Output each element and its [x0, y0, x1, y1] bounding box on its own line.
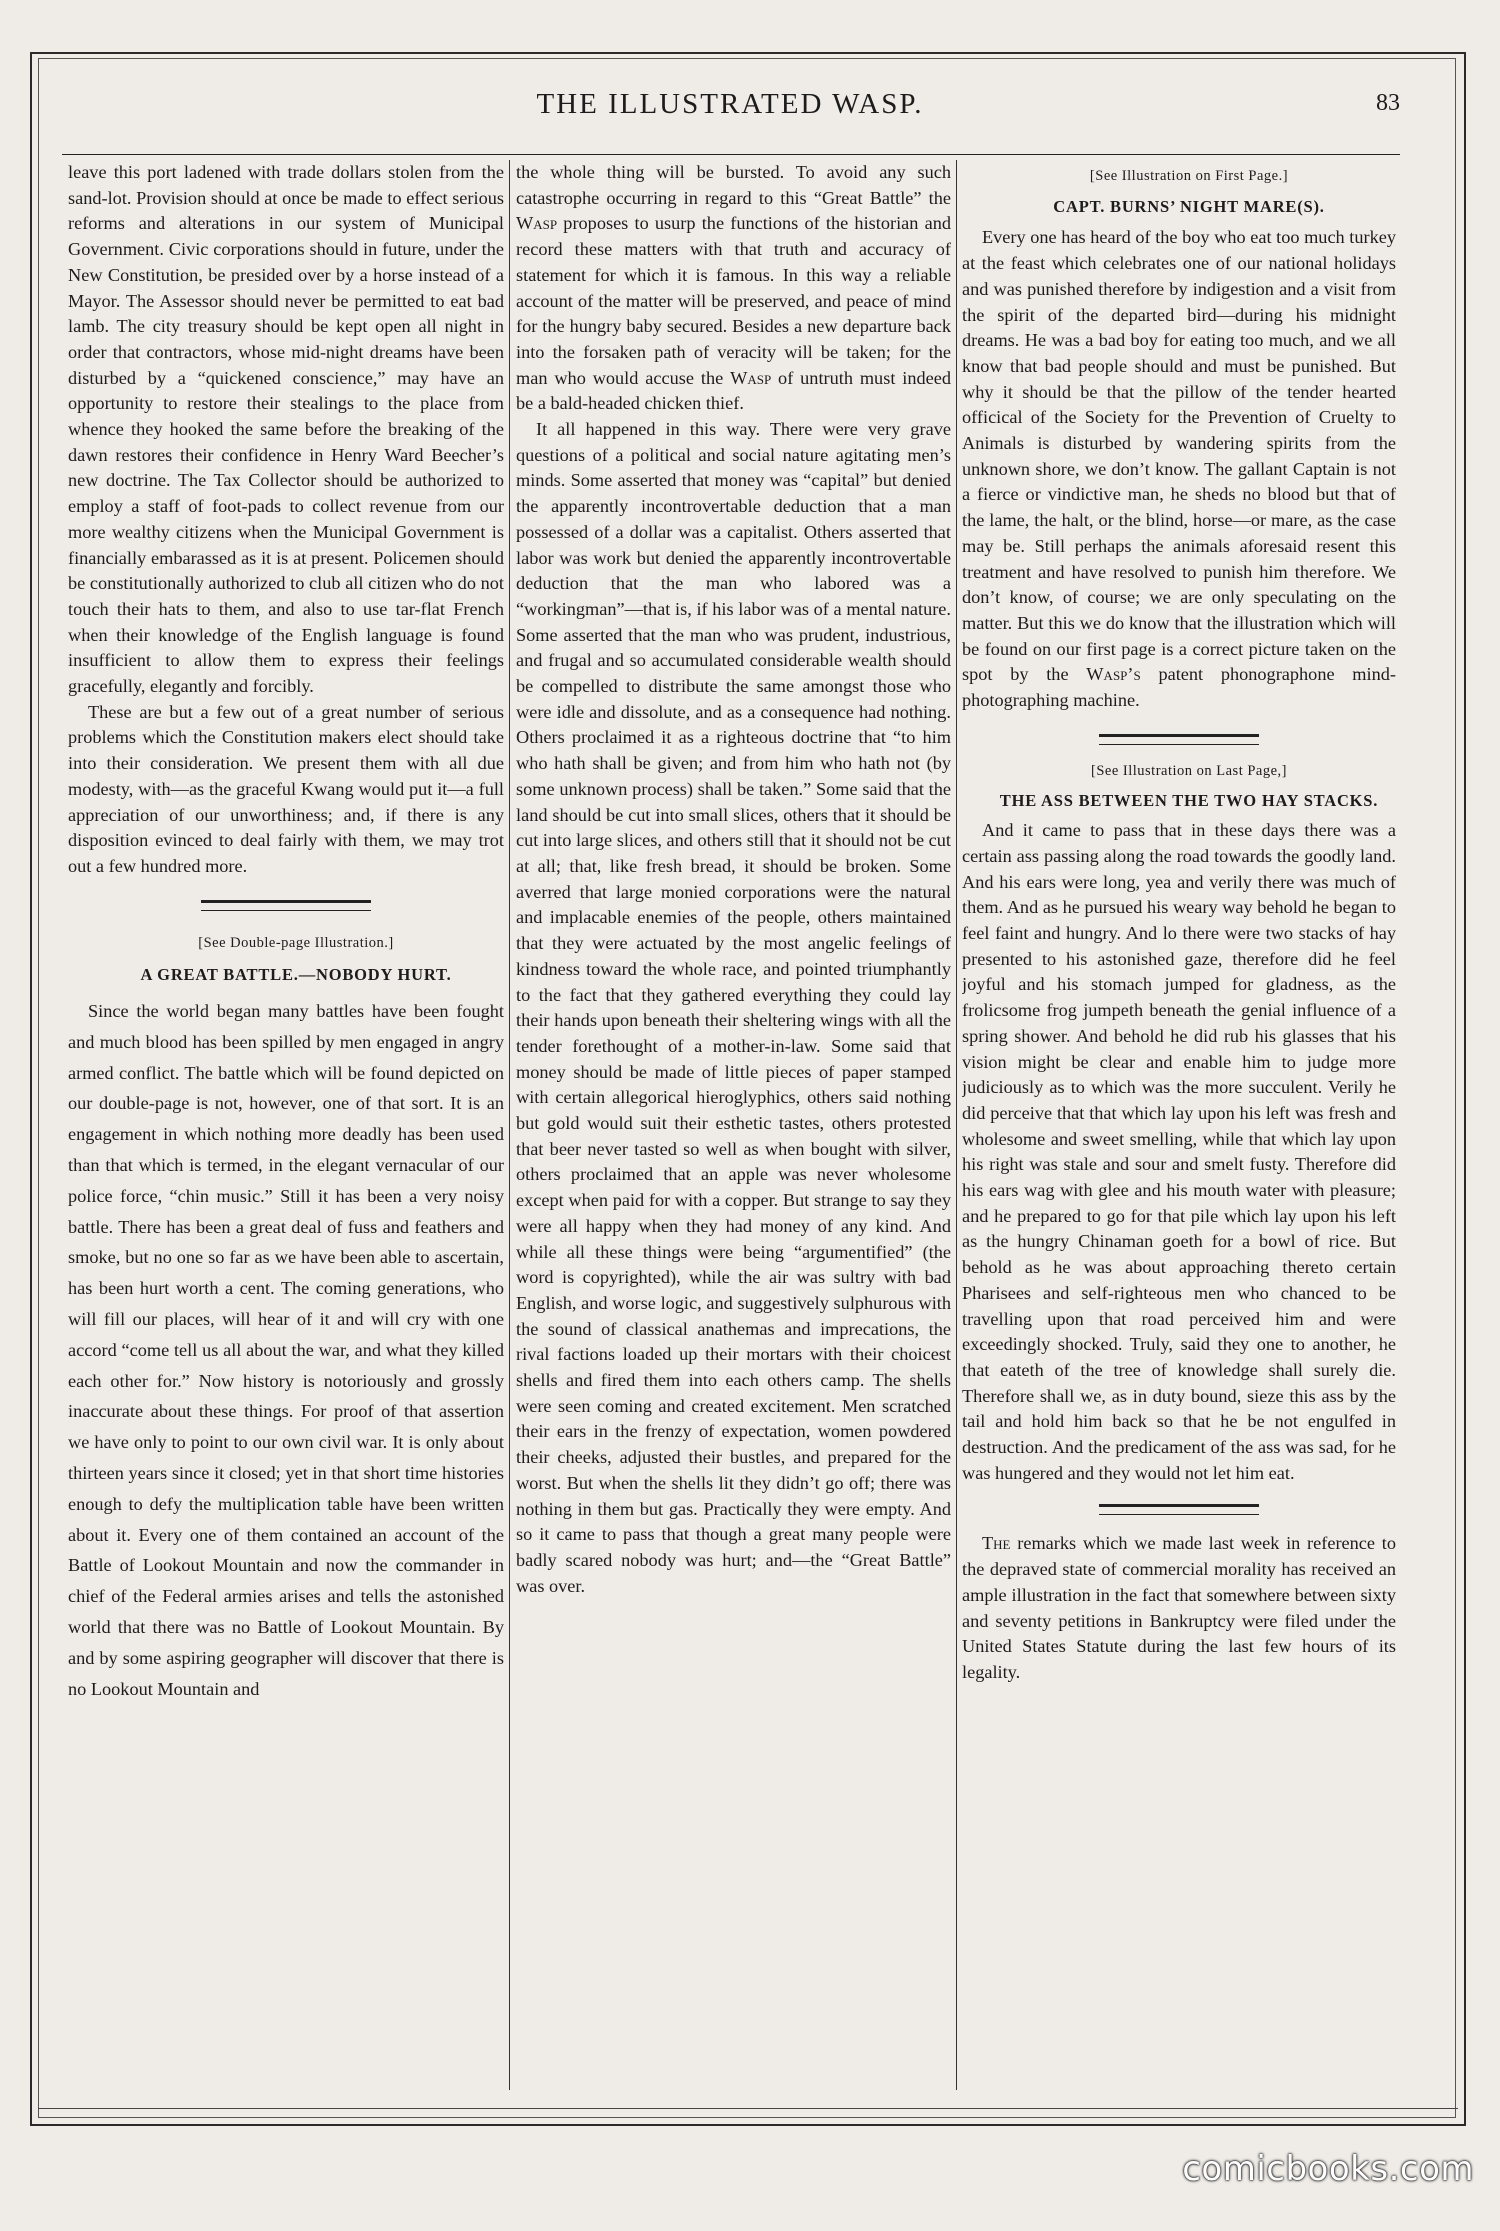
article-paragraph: It all happened in this way. There were very grave questions of a political and social nature agitating men’s minds. Some asserted that money was “capital” but denied the apparently incontrovertable deduction that a man possessed of a dollar was a capitalist. Others asserted that labor was work but denied the apparently incontrovertable deduction that the man who labored was a “workingman”—that is, if his labor was of a mental nature. Some asserted that the man who was prudent, industrious, and frugal and so accumulated considerable wealth should be compelled to distribute the same amongst those who were idle and dissolute, and as a consequence had nothing. Others proclaimed it as a righteous doctrine that “to him who hath shall be given; and from him who hath not (by some unknown process) shall be taken.” Some said that the land should be cut into small slices, others that it should be cut into large slices, and others still that it should not be cut at all; that, like fresh bread, it should be broken. Some averred that large monied corporations were the natural and implacable enemies of the people, others maintained that they were actuated by the most angelic feelings of kindness toward the whole race, and pointed triumphantly to the fact that they gathered everything they could lay their hands upon beneath their sheltering wings with all the tender forethought of a mother-in-law. Some said that money should be made of little pieces of paper stamped with certain allegorical hieroglyphics, others said nothing but gold would suit their esthetic tastes, others protested that beer never tasted so well as when bought with silver, others proclaimed that an apple was never wholesome except when paid for with a copper. But strange to say they were all happy when they had money of any kind. And while all these things were being “argumentified” (the word is copyrighted), while the air was sultry with bad English, and worse logic, and suggestively sulphurous with the sound of classical anathemas and imprecations, the rival factions loaded up their mortars with their choicest shells and fired them into each others camp. The shells were seen coming and created excitement. Men scratched their ears in the frenzy of expectation, women powdered their cheeks, adjusted their bustles, and prepared for the worst. But when the shells lit they didn’t go off; there was nothing in them but gas. Practically they were empty. And so it came to pass that though a great many people were badly scared nobody was hurt; and—the “Great Battle” was over. [516, 419, 951, 1596]
section-separator [1099, 1504, 1259, 1515]
lead-word: The [982, 1533, 1011, 1554]
article-paragraph: And it came to pass that in these days there was a certain ass passing along the road towards the goodly land. And his ears were long, yea and verily there was much of them. And as he pursued his weary way behold he began to feel faint and hungry. And lo there were two stacks of hay presented to his astonished gaze, therefore did he feel joyful and his stomach jumped for gladness, as the frolicsome frog jumpeth beneath the genial influence of a spring shower. And behold he did rub his glasses that his vision might be clear and enable him to judge more judiciously as to which was the more succulent. Verily he did perceive that that which lay upon his left was fresh and wholesome and sweet smelling, while that which lay upon his right was stale and sour and smelt fusty. Therefore did his ears wag with glee and his mouth water with pleasure; and he prepared to go for that pile which lay upon his left as the hungry Chinaman goeth for a bowl of rice. But behold as he was about approaching thereto certain Pharisees and self-righteous men who chanced to be travelling upon that road perceived him and were exceedingly shocked. Truly, said they one to another, he that eateth of the tree of knowledge shall surely die. Therefore shall we, as in duty bound, sieze this ass by the tail and hold him back so that he be not engulfed in destruction. And the predicament of the ass was sad, for he was hungered and they would not let him eat. [962, 820, 1396, 1483]
illustration-note: [See Illustration on First Page.] [1089, 168, 1289, 184]
wasp-name: Wasp [516, 213, 558, 234]
section-separator [1099, 734, 1259, 745]
wasp-name: Wasp [730, 367, 772, 388]
column-divider [509, 160, 510, 2090]
article-headline: CAPT. BURNS’ NIGHT MARE(S). [1053, 196, 1325, 216]
article-paragraph: The remarks which we made last week in reference to the depraved state of commercial morality has received an ample illustration in the fact that somewhere between sixty and seventy petitions in Bankruptcy were filed under the United States Statute during the last few hours of its legality. [962, 1533, 1396, 1682]
article-paragraph: Every one has heard of the boy who eat too much turkey at the feast which celebrates one of our national holidays and was punished therefore by indigestion and a visit from the spirit of the departed bird—during his midnight dreams. He was a bad boy for eating too much, and we all know that bad people should and must be punished. But why it should be that the pillow of the tender hearted officical of the Society for the Prevention of Cruelty to Animals is disturbed by wandering spirits from the unknown shore, we don’t know. The gallant Captain is not a fierce or vindictive man, he sheds no blood but that of the lame, the halt, or the blind, horse—or mare, as the case may be. Still perhaps the animals aforesaid resent this treatment and have resolved to punish him therefore. We don’t know, of course; we are only speculating on the matter. But this we do know that the illustration which will be found on our first page is a correct picture taken on the spot by the Wasp’s patent phonographone mind-photographing machine. [962, 227, 1396, 711]
page-number: 83 [1376, 90, 1400, 116]
illustration-note: [See Illustration on Last Page,] [1091, 762, 1287, 779]
article-paragraph: Since the world began many battles have been fought and much blood has been spilled by men engaged in angry armed conflict. The battle which will be found depicted on our double-page is not, however, one of that sort. It is an engagement in which nothing more deadly has been used than that which is termed, in the elegant vernacular of our police force, “chin music.” Still it has been a very noisy battle. There has been a great deal of fuss and feathers and smoke, but no one so far as we have been able to ascertain, has been hurt worth a cent. The coming generations, who will fill our places, will hear of it and will cry with one accord “come tell us all about the war, and what they killed each other for.” Now history is notoriously and grossly inaccurate about these things. For proof of that assertion we have only to point to our own civil war. It is only about thirteen years since it closed; yet in that short time histories enough to defy the multiplication table have been written about it. Every one of them contained an account of the Battle of Lookout Mountain and now the commander in chief of the Federal armies arises and tells the astonished world that there was no Battle of Lookout Mountain. By and by some aspiring geographer will discover that there is no Lookout Mountain and [68, 1001, 504, 1699]
bottom-rule [38, 2108, 1458, 2109]
illustration-note: [See Double-page Illustration.] [198, 934, 394, 951]
watermark: comicbooks.com [1182, 2149, 1474, 2189]
page-header [60, 88, 1400, 128]
section-separator [201, 900, 371, 911]
article-paragraph: These are but a few out of a great number of serious problems which the Constitution makers elect should take into their consideration. We present them with all due modesty, with—as the graceful Kwang would put it—a full appreciation of our unworthiness; and, if there is any disposition evinced to deal fairly with them, we may trot out a few hundred more. [68, 701, 504, 876]
wasp-name: Wasp’s [1086, 664, 1141, 685]
article-paragraph: the whole thing will be bursted. To avoid any such catastrophe occurring in regard to this “Great Battle” the Wasp proposes to usurp the functions of the historian and record these matters with that truth and accuracy of statement for which it is famous. In this way a reliable account of the matter will be preserved, and peace of mind for the hungry baby secured. Besides a new departure back into the forsaken path of veracity will be taken; for the man who would accuse the Wasp of untruth must indeed be a bald-headed chicken thief. [516, 162, 951, 414]
article-headline: THE ASS BETWEEN THE TWO HAY STACKS. [999, 791, 1379, 811]
column-3 [962, 160, 1396, 2084]
column-1 [68, 160, 504, 2084]
column-2 [516, 160, 951, 2084]
article-paragraph: leave this port ladened with trade dollars stolen from the sand-lot. Provision should at once be made to effect serious reforms and alterations in our system of Municipal Government. Civic corporations should in future, under the New Constitution, be presided over by a horse instead of a Mayor. The Assessor should never be permitted to eat bad lamb. The city treasury should be kept open all night in order that contractors, whose mid-night dreams have been disturbed by a “quickened conscience,” may have an opportunity to restore their stealings to the place from whence they hooked the same before the breaking of the dawn restores their confidence in Henry Ward Beecher’s new doctrine. The Tax Collector should be authorized to employ a staff of foot-pads to collect revenue from our more wealthy citizens when the Municipal Government is financially embarassed as it is at present. Policemen should be constitutionally authorized to club all citizen who do not touch their hats to them, and also to use tar-flat French when their knowledge of the English language is found insufficient to allow them to express their feelings gracefully, elegantly and forcibly. [68, 162, 504, 697]
publication-title: THE ILLUSTRATED WASP. [536, 88, 924, 120]
article-headline: A GREAT BATTLE.—NOBODY HURT. [140, 965, 452, 985]
header-rule [62, 154, 1400, 155]
column-divider [956, 160, 957, 2090]
